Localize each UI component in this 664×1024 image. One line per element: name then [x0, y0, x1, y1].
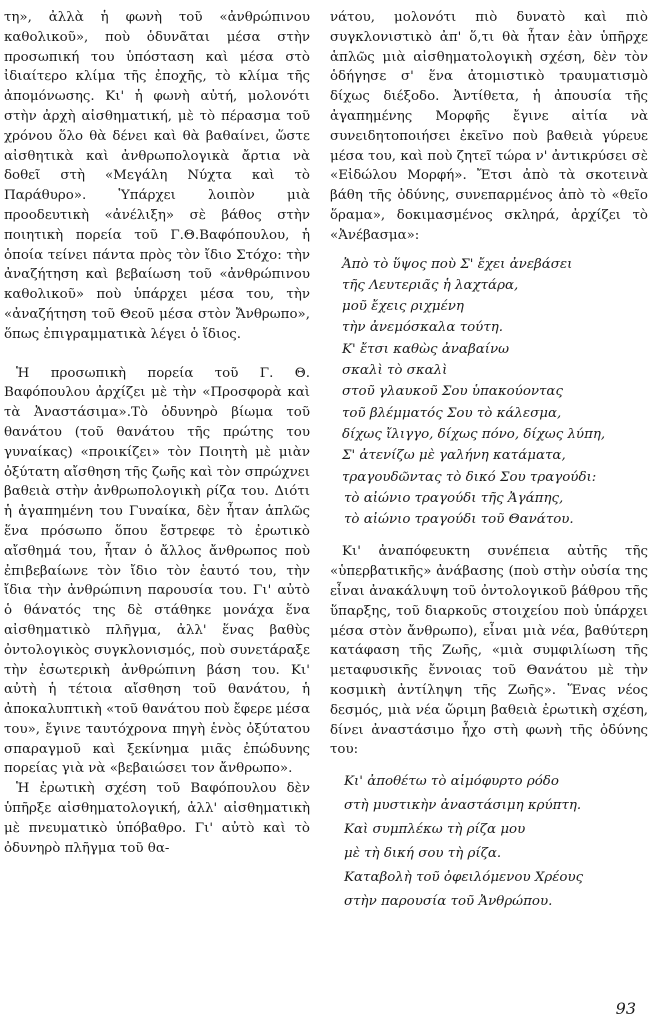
poem-line: μοῦ ἔχεις ριχμένη: [342, 299, 464, 315]
poem-line: τῆς Λευτεριᾶς ἡ λαχτάρα,: [342, 277, 519, 293]
poem-line: στοῦ γλαυκοῦ Σου ὑπακούοντας: [342, 384, 563, 400]
poem-line: Ἀπὸ τὸ ὕψος ποὺ Σ' ἔχει ἀνεβάσει: [342, 256, 573, 272]
paragraph-gap: [4, 345, 310, 364]
poem-line: τοῦ βλέμματός Σου τὸ κάλεσμα,: [342, 405, 562, 421]
poem-line: τὸ αἰώνιο τραγούδι τοῦ Θανάτου.: [344, 512, 574, 528]
poem-line: Σ' ἀτενίζω μὲ γαλήνη κατάματα,: [342, 448, 566, 464]
poem-line: Καταβολὴ τοῦ ὀφειλόμενου Χρέους: [344, 870, 584, 886]
poem-line: Κ' ἔτσι καθὼς ἀναβαίνω: [342, 341, 510, 357]
poem-line: τὸ αἰώνιο τραγούδι τῆς Ἀγάπης,: [344, 490, 564, 506]
poem-line: τραγουδῶντας τὸ δικό Σου τραγούδι:: [342, 469, 597, 485]
poem-anastasimo: [344, 770, 648, 914]
poem-line: Καὶ συμπλέκω τὴ ρίζα μου: [344, 822, 526, 838]
left-column: [4, 8, 310, 858]
poem-line: τὴν ἀνεμόσκαλα τούτη.: [342, 320, 504, 336]
paragraph-2: Ἡ προσωπικὴ πορεία τοῦ Γ. Θ. Βαφόπουλου ἀρχίζει μὲ τὴν «Προσφορὰ καὶ τὰ Ἀναστάσιμα».Τὸ ὀδυνηρὸ βίωμα τοῦ θανάτου (τοῦ θανάτου τῆς πρώτης του γυναίκας) «προικίζει» τὸν Ποιητὴ μὲ μιὰν ὀξύτατη αἴσθηση τῆς ζωῆς καὶ τὸν σπρώχνει βαθειὰ στὴν ἀνθρωπολογικὴ ρίζα του. Διότι ἡ ἀγαπημένη του Γυναίκα, δὲν ἦταν ἁπλῶς ἕνα πρόσωπο ὅπου ἔστρεφε τὸ ἐρωτικὸ αἴσθημά του, ἦταν ὁ ἄλλος ἄνθρωπος ποὺ ἐπιβεβαίωνε τὸν ἴδιο τὸν ἑαυτό του, τὴν ἴδια τὴν ἀνθρώπινη παρουσία του. Γι' αὐτὸ ὁ θάνατός της δὲ στάθηκε μονάχα ἕνα αἰσθηματικὸ πλῆγμα, ἀλλ' ἕνας βαθὺς ὀντολογικὸς συγκλονισμός, ποὺ συνετάραξε τὴν ἐσωτερικὴ ἀνθρώπινη βάση του. Κι' αὐτὴ ἡ τέτοια αἴσθηση τοῦ θανάτου, ἡ ἀποκαλυπτικὴ «τοῦ θανάτου ποὺ ἔφερε μέσα του», ἔγινε ταυτόχρονα πηγὴ ἑνὸς ὀξύτατου σπαραγμοῦ καὶ ξεκίνημα μιᾶς ἐπώδυνης πορείας γιὰ νὰ «βεβαιώσει τον ἄνθρωπο».: [4, 365, 310, 777]
poem-line: μὲ τὴ δική σου τὴ ρίζα.: [344, 846, 502, 862]
poem-line: σκαλὶ τὸ σκαλὶ: [342, 363, 448, 379]
poem-line: στὴν παρουσία τοῦ Ἀνθρώπου.: [344, 894, 553, 910]
right-column: [330, 8, 648, 914]
page-number: 93: [615, 999, 636, 1018]
paragraph-3: Ἡ ἐρωτικὴ σχέση τοῦ Βαφόπουλου δὲν ὑπῆρξε αἰσθηματολογική, ἀλλ' αἰσθηματικὴ μὲ πνευματικὸ ὑπόβαθρο. Γι' αὐτὸ καὶ τὸ ὀδυνηρὸ πλῆγμα τοῦ θα-: [4, 781, 310, 856]
poem-line: Κι' ἀποθέτω τὸ αἱμόφυρτο ρόδο: [344, 774, 559, 790]
paragraph-1: τη», ἀλλὰ ἡ φωνὴ τοῦ «ἀνθρώπινου καθολικοῦ», ποὺ ὁδυνᾶται μέσα στὴν προσωπική του ὑπόσταση καὶ μέσα στὸ ἰδιαίτερο κλίμα τῆς ἐποχῆς, τὸ κλίμα τῆς ἀπομόνωσης. Κι' ἡ φωνὴ αὐτή, μολονότι στὴν ἀρχὴ αἰσθηματική, μὲ τὸ πέρασμα τοῦ χρόνου ὅλο θὰ δένει καὶ θὰ βαθαίνει, ὥστε αἰσθητικὰ καὶ ἀνθρωπολογικὰ ἄρτια νὰ δοθεῖ στὴ «Μεγάλη Νύχτα καὶ τὸ Παράθυρο». Ὑπάρχει λοιπὸν μιὰ προοδευτικὴ «ἀνέλιξη» σὲ βάθος στὴν ποιητικὴ πορεία τοῦ Γ.Θ.Βαφόπουλου, ἡ ὁποία τείνει πάντα πρὸς τὸν ἴδιο Στόχο: τὴν ἀναζήτηση καὶ βεβαίωση τοῦ «ἀνθρώπινου καθολικοῦ» ποὺ ὑπάρχει μέσα του, τὴν «ἀναζήτηση τοῦ Θεοῦ μέσα στὸν Ἄνθρωπο», ὅπως ἐπιγραμματικὰ λέγει ὁ ἴδιος.: [4, 10, 310, 342]
poem-line: στὴ μυστικὴν ἀναστάσιμη κρύπτη.: [344, 798, 582, 814]
paragraph-4: Κι' ἀναπόφευκτη συνέπεια αὐτῆς τῆς «ὑπερβατικῆς» ἀνάβασης (ποὺ στὴν οὐσία της εἶναι ἀνακάλυψη τοῦ ὀντολογικοῦ βάθρου τῆς ὕπαρξης, τοῦ διαρκοῦς στοιχείου ποὺ ὑπάρχει μέσα στὸν ἄνθρωπο), εἶναι μιὰ νέα, βαθύτερη κατάφαση τῆς Ζωῆς, «μιὰ συμφιλίωση τῆς μεταφυσικῆς ἔννοιας τοῦ Θανάτου μὲ τὴν κοσμικὴ ἀντίληψη τῆς Ζωῆς». Ἕνας νέος δεσμός, μιὰ νέα ὥριμη βαθειὰ ἐρωτικὴ σχέση, δίνει ἀναστάσιμο ἦχο στὴ φωνὴ τῆς ὀδύνης του:: [330, 544, 648, 758]
poem-anevasma: [342, 254, 648, 531]
poem-line: δίχως ἴλιγγο, δίχως πόνο, δίχως λύπη,: [342, 426, 606, 442]
paragraph-continued: νάτου, μολονότι πιὸ δυνατὸ καὶ πιὸ συγκλονιστικὸ ἀπ' ὅ,τι θὰ ἦταν ἐὰν ὑπῆρχε ἁπλῶς μιὰ αἰσθηματολογικὴ σχέση, δὲν τὸν ὁδήγησε σ' ἕνα ἀτομιστικὸ τραυματισμὸ δίχως διέξοδο. Ἀντίθετα, ἡ ἀπουσία τῆς ἀγαπημένης Μορφῆς ἔγινε αἰτία νὰ συνειδητοποιήσει ἐκεῖνο ποὺ βαθειὰ γύρευε μέσα του, καὶ ποὺ ζητεῖ τώρα ν' ἀντικρύσει σὲ «Εἰδώλου Μορφή». Ἔτσι ἀπὸ τὰ σκοτεινὰ βάθη τῆς ὀδύνης, συνεπαρμένος ἀπὸ τὸ «θεῖο ὅραμα», δοκιμασμένος σκληρά, ἀρχίζει τὸ «Ἀνέβασμα»:: [330, 10, 648, 243]
